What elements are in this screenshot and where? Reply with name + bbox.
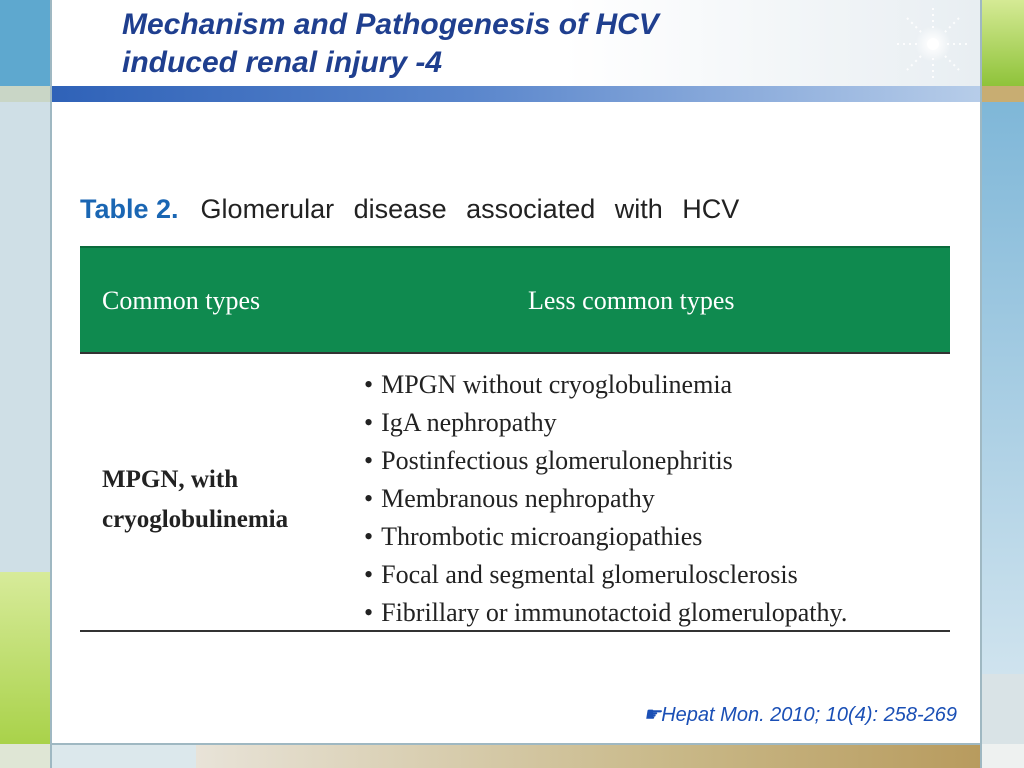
header-less-common-types: Less common types (528, 286, 735, 315)
sparkle-icon (895, 6, 971, 82)
header-common-types: Common types (102, 286, 261, 315)
list-item: • Fibrillary or immunotactoid glomerulopathy. (364, 594, 847, 632)
left-decor-strip (0, 86, 50, 102)
glomerular-disease-table (80, 246, 950, 632)
left-divider (50, 0, 52, 768)
list-item: • MPGN without cryoglobulinemia (364, 366, 847, 404)
slide-title (122, 6, 882, 82)
list-item: • Membranous nephropathy (364, 480, 847, 518)
bottom-decor-left (52, 745, 196, 768)
left-decor-bottom (0, 744, 50, 768)
right-decor-middle (982, 102, 1024, 674)
common-types-line1: MPGN, with (102, 466, 239, 493)
table-header-row (80, 246, 950, 354)
table-caption-text: Glomerular disease associated with HCV (200, 194, 740, 224)
list-item: • IgA nephropathy (364, 404, 847, 442)
header-blue-bar (52, 86, 982, 102)
right-decor-top (982, 0, 1024, 86)
right-decor-strip (982, 86, 1024, 102)
left-decor-top (0, 0, 50, 86)
right-decor-low (982, 674, 1024, 744)
left-decor-middle (0, 102, 50, 572)
common-types-line2: cryoglobulinemia (102, 506, 289, 533)
list-item: • Postinfectious glomerulonephritis (364, 442, 847, 480)
list-item: • Thrombotic microangiopathies (364, 518, 847, 556)
citation (552, 702, 957, 727)
table-caption (80, 194, 950, 234)
bottom-decor-bar (196, 745, 980, 768)
table-caption-label: Table 2. (80, 194, 179, 224)
left-decor-green (0, 572, 50, 744)
list-item: • Focal and segmental glomerulosclerosis (364, 556, 847, 594)
right-decor-bottom (982, 744, 1024, 768)
slide-title-line2: induced renal injury -4 (122, 46, 443, 79)
slide-title-line1: Mechanism and Pathogenesis of HCV (122, 8, 659, 41)
table-body-row (80, 354, 950, 632)
less-common-types-list (364, 366, 847, 632)
pointing-hand-icon: ☛ (643, 704, 662, 726)
citation-text: Hepat Mon. 2010; 10(4): 258-269 (661, 704, 957, 726)
common-types-cell (102, 460, 288, 540)
